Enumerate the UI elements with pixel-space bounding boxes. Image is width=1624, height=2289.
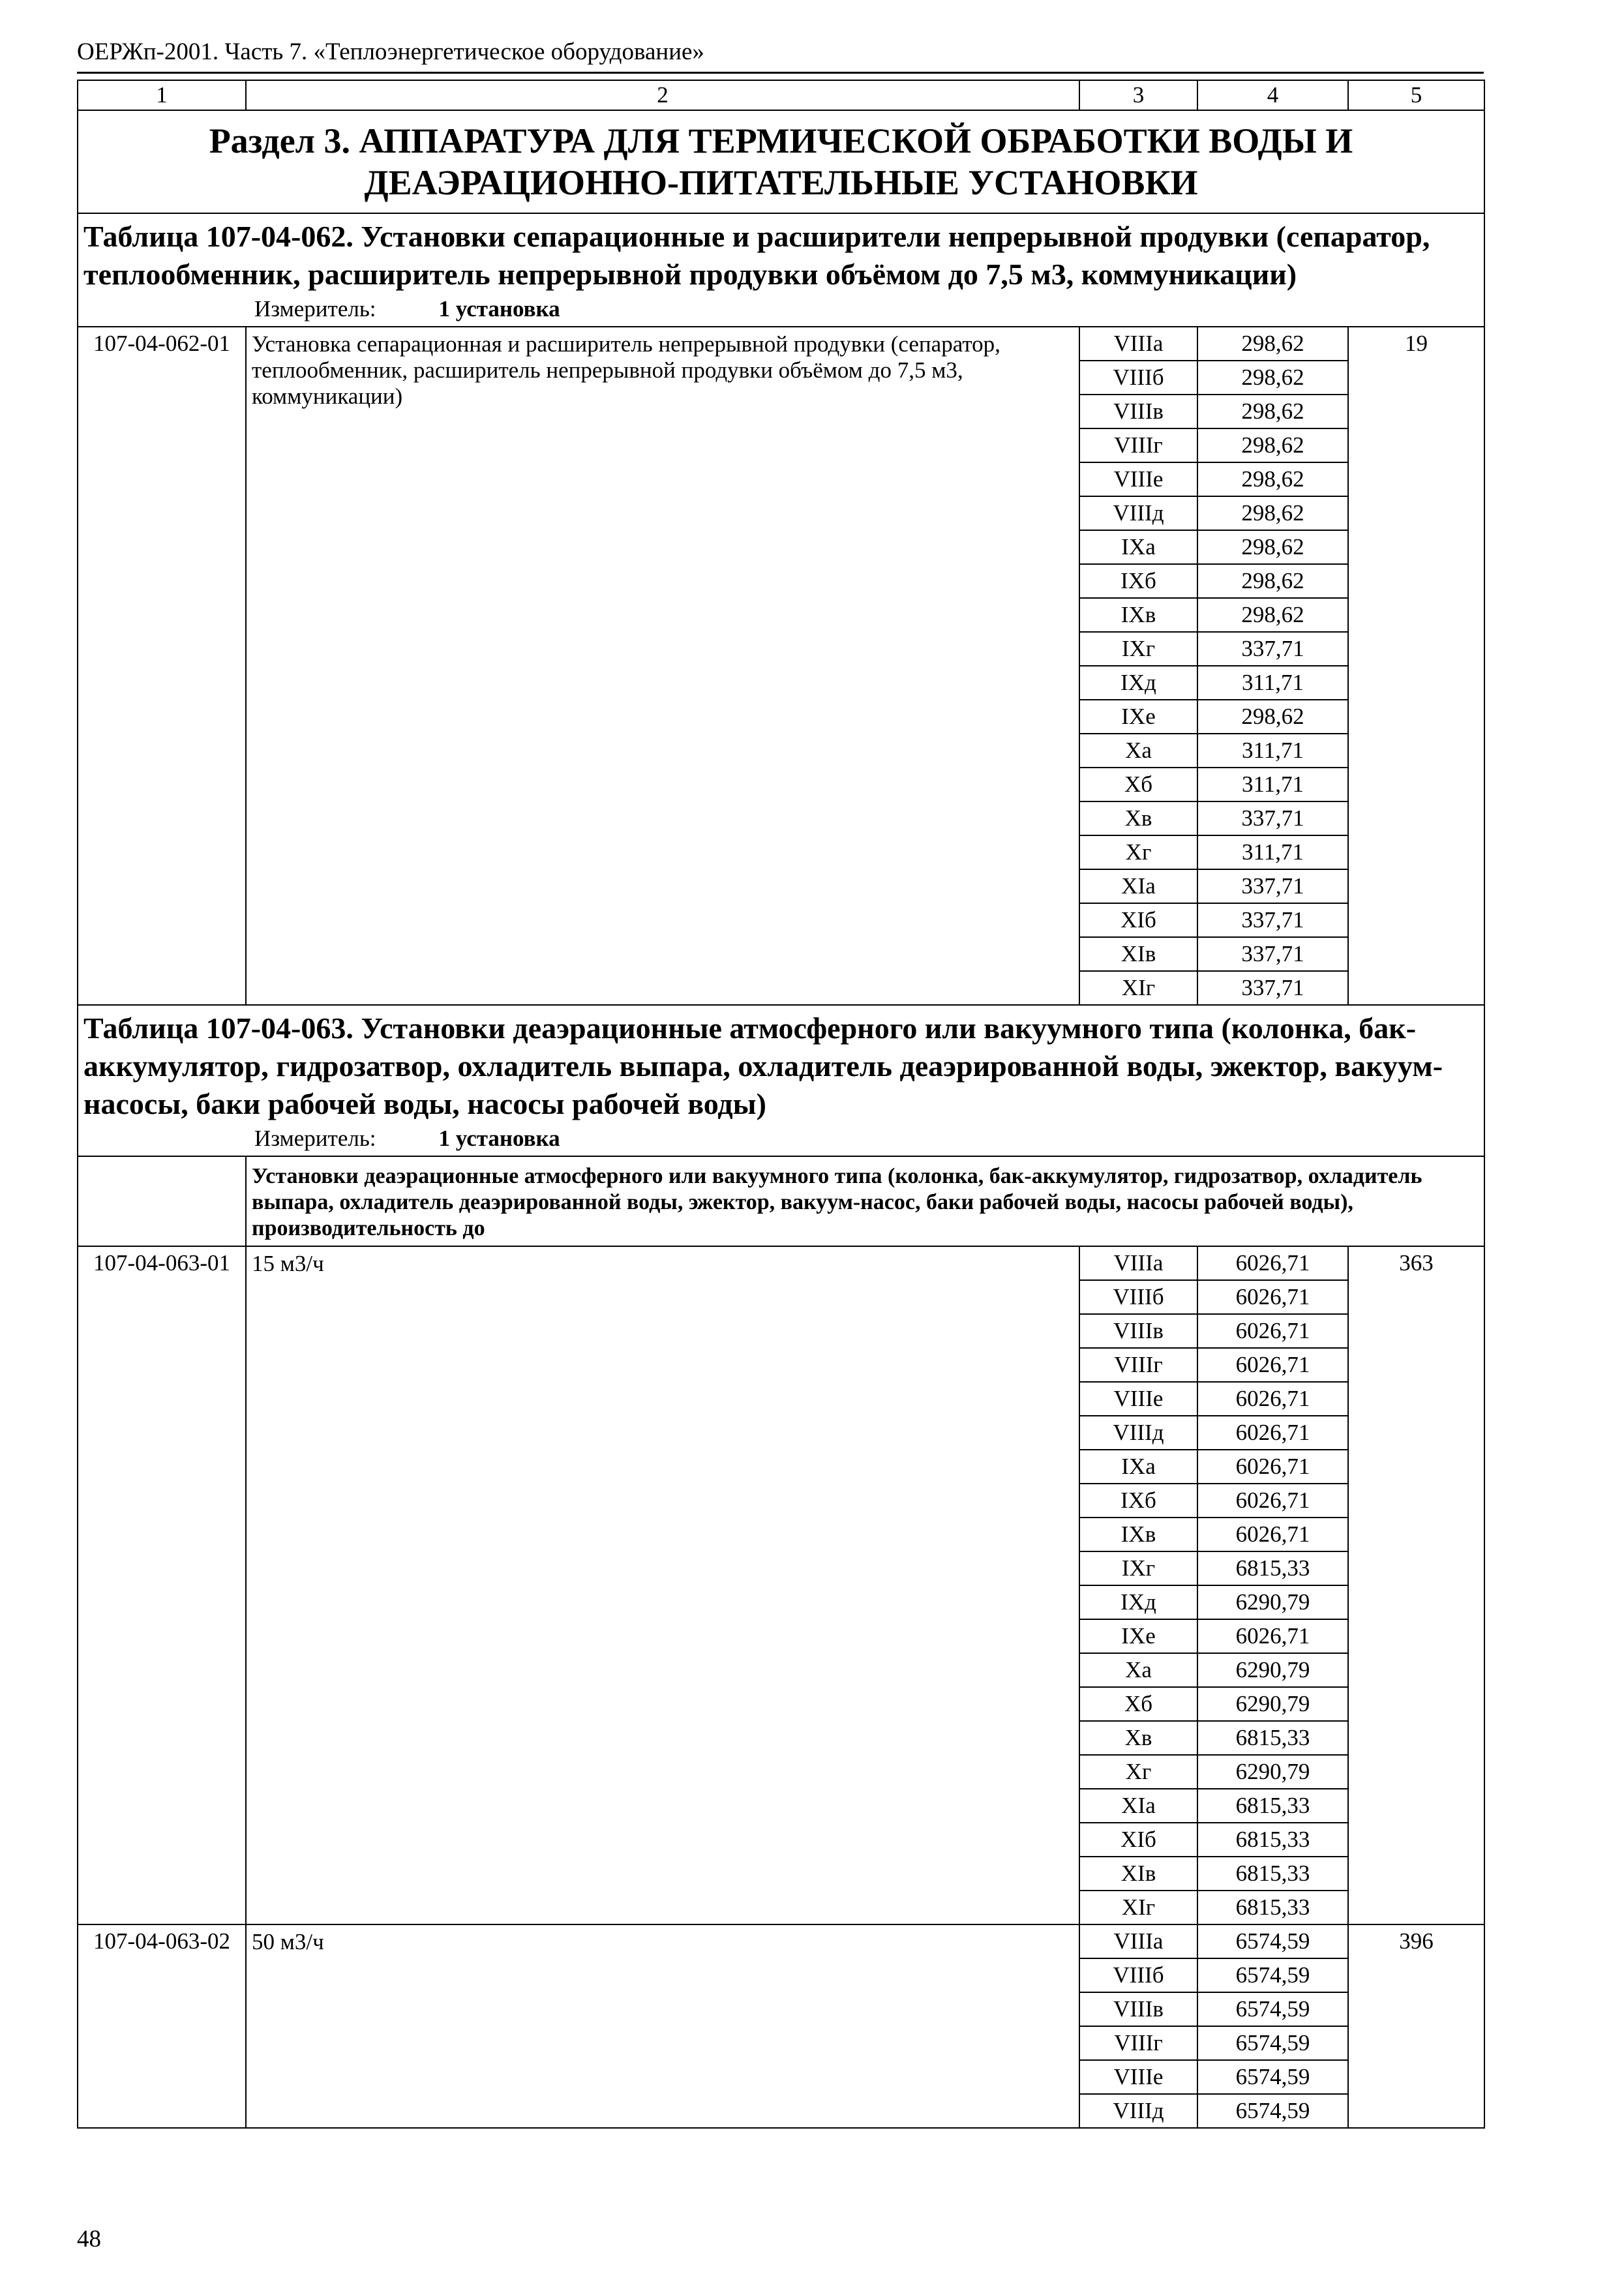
zone-cell: VIIIб <box>1079 361 1197 395</box>
zone-cell: VIIIе <box>1079 462 1197 496</box>
zone-cell: XIб <box>1079 903 1197 937</box>
value-cell: 6815,33 <box>1197 1891 1348 1924</box>
table-row <box>78 327 1484 361</box>
value-cell: 298,62 <box>1197 598 1348 632</box>
zone-cell: XIв <box>1079 937 1197 971</box>
value-cell: 6026,71 <box>1197 1619 1348 1653</box>
value-cell: 6026,71 <box>1197 1518 1348 1551</box>
zone-cell: VIIIе <box>1079 1382 1197 1416</box>
value-cell: 298,62 <box>1197 462 1348 496</box>
value-cell: 298,62 <box>1197 564 1348 598</box>
value-cell: 298,62 <box>1197 395 1348 428</box>
entry-description: 15 м3/ч <box>246 1246 1079 1924</box>
zone-cell: Xб <box>1079 1687 1197 1721</box>
zone-cell: VIIIе <box>1079 2060 1197 2094</box>
zone-cell: Xв <box>1079 801 1197 835</box>
value-cell: 337,71 <box>1197 801 1348 835</box>
value-cell: 337,71 <box>1197 632 1348 666</box>
table-row <box>78 1246 1484 1280</box>
zone-cell: Xа <box>1079 734 1197 768</box>
value-cell: 6290,79 <box>1197 1585 1348 1619</box>
zone-cell: VIIIд <box>1079 1416 1197 1450</box>
table-063-title-cell <box>78 1005 1484 1156</box>
column-number-3: 3 <box>1079 80 1197 110</box>
zone-cell: IXа <box>1079 530 1197 564</box>
value-cell: 6574,59 <box>1197 2026 1348 2060</box>
value-cell: 298,62 <box>1197 496 1348 530</box>
entry-code: 107-04-062-01 <box>78 327 246 1005</box>
value-cell: 311,71 <box>1197 666 1348 700</box>
column-number-row <box>78 80 1484 110</box>
value-cell: 6290,79 <box>1197 1687 1348 1721</box>
value-cell: 6815,33 <box>1197 1789 1348 1823</box>
value-cell: 337,71 <box>1197 937 1348 971</box>
zone-cell: IXд <box>1079 666 1197 700</box>
zone-cell: VIIIв <box>1079 1314 1197 1348</box>
entry-code: 107-04-063-01 <box>78 1246 246 1924</box>
rates-table <box>77 80 1485 2129</box>
value-cell: 298,62 <box>1197 530 1348 564</box>
zone-cell: Xг <box>1079 1755 1197 1789</box>
section-title-row <box>78 110 1484 213</box>
value-cell: 311,71 <box>1197 835 1348 869</box>
zone-cell: Xб <box>1079 768 1197 801</box>
zone-cell: IXб <box>1079 1484 1197 1518</box>
entry-col5: 363 <box>1348 1246 1484 1924</box>
value-cell: 6026,71 <box>1197 1382 1348 1416</box>
value-cell: 6026,71 <box>1197 1280 1348 1314</box>
zone-cell: IXа <box>1079 1450 1197 1484</box>
zone-cell: IXв <box>1079 1518 1197 1551</box>
zone-cell: VIIIа <box>1079 1246 1197 1280</box>
value-cell: 6574,59 <box>1197 2060 1348 2094</box>
value-cell: 6815,33 <box>1197 1721 1348 1755</box>
table-063-measure-label: Измеритель: <box>254 1126 376 1151</box>
zone-cell: IXв <box>1079 598 1197 632</box>
value-cell: 298,62 <box>1197 428 1348 462</box>
zone-cell: VIIIг <box>1079 2026 1197 2060</box>
value-cell: 298,62 <box>1197 327 1348 361</box>
zone-cell: XIг <box>1079 971 1197 1005</box>
zone-cell: VIIIд <box>1079 496 1197 530</box>
value-cell: 6026,71 <box>1197 1246 1348 1280</box>
zone-cell: XIб <box>1079 1823 1197 1857</box>
table-062-measure <box>83 296 1477 322</box>
zone-cell: XIв <box>1079 1857 1197 1891</box>
value-cell: 6574,59 <box>1197 2094 1348 2128</box>
value-cell: 6026,71 <box>1197 1348 1348 1382</box>
entry-code: 107-04-063-02 <box>78 1924 246 2128</box>
value-cell: 6574,59 <box>1197 1958 1348 1992</box>
zone-cell: IXд <box>1079 1585 1197 1619</box>
value-cell: 6574,59 <box>1197 1924 1348 1958</box>
zone-cell: VIIIд <box>1079 2094 1197 2128</box>
zone-cell: VIIIв <box>1079 395 1197 428</box>
value-cell: 298,62 <box>1197 700 1348 734</box>
zone-cell: XIг <box>1079 1891 1197 1924</box>
value-cell: 337,71 <box>1197 869 1348 903</box>
zone-cell: XIа <box>1079 869 1197 903</box>
table-062-title-row <box>78 213 1484 327</box>
zone-cell: IXг <box>1079 632 1197 666</box>
column-number-1: 1 <box>78 80 246 110</box>
value-cell: 311,71 <box>1197 734 1348 768</box>
value-cell: 6815,33 <box>1197 1823 1348 1857</box>
table-063-title: Таблица 107-04-063. Установки деаэрационные атмосферного или вакуумного типа (колонка, бак-аккумулятор, гидрозатвор, охладитель выпара, охладитель деаэрированной воды, эжектор, вакуум-насосы, баки рабочей воды, насосы рабочей воды) <box>83 1011 1443 1120</box>
value-cell: 6026,71 <box>1197 1416 1348 1450</box>
subheading-empty-cell <box>78 1156 246 1246</box>
table-063-measure <box>83 1126 1477 1152</box>
value-cell: 6574,59 <box>1197 1992 1348 2026</box>
column-number-2: 2 <box>246 80 1079 110</box>
value-cell: 6290,79 <box>1197 1755 1348 1789</box>
table-062-title: Таблица 107-04-062. Установки сепарационные и расширители непрерывной продувки (сепаратор, теплообменник, расширитель непрерывной продувки объёмом до 7,5 м3, коммуникации) <box>83 220 1430 291</box>
zone-cell: IXг <box>1079 1551 1197 1585</box>
value-cell: 6290,79 <box>1197 1653 1348 1687</box>
zone-cell: IXе <box>1079 700 1197 734</box>
value-cell: 6026,71 <box>1197 1450 1348 1484</box>
zone-cell: VIIIа <box>1079 327 1197 361</box>
entry-description: 50 м3/ч <box>246 1924 1079 2128</box>
value-cell: 298,62 <box>1197 361 1348 395</box>
table-062-measure-value: 1 установка <box>438 296 560 322</box>
table-062-measure-label: Измеритель: <box>254 296 376 322</box>
table-063-subheading: Установки деаэрационные атмосферного или вакуумного типа (колонка, бак-аккумулятор, гидрозатвор, охладитель выпара, охладитель деаэрированной воды, эжектор, вакуум-насос, баки рабочей воды, насосы рабочей воды), производительность до <box>246 1156 1484 1246</box>
table-063-measure-value: 1 установка <box>438 1126 560 1151</box>
zone-cell: VIIIб <box>1079 1280 1197 1314</box>
value-cell: 6026,71 <box>1197 1484 1348 1518</box>
zone-cell: IXб <box>1079 564 1197 598</box>
column-number-4: 4 <box>1197 80 1348 110</box>
zone-cell: XIа <box>1079 1789 1197 1823</box>
zone-cell: Xг <box>1079 835 1197 869</box>
zone-cell: VIIIб <box>1079 1958 1197 1992</box>
zone-cell: VIIIв <box>1079 1992 1197 2026</box>
table-063-subheading-row <box>78 1156 1484 1246</box>
zone-cell: VIIIг <box>1079 428 1197 462</box>
page-number: 48 <box>77 2226 101 2252</box>
value-cell: 337,71 <box>1197 903 1348 937</box>
zone-cell: Xв <box>1079 1721 1197 1755</box>
value-cell: 311,71 <box>1197 768 1348 801</box>
column-number-5: 5 <box>1348 80 1484 110</box>
rates-table-body <box>78 80 1484 2128</box>
table-062-title-cell <box>78 213 1484 327</box>
entry-col5: 19 <box>1348 327 1484 1005</box>
table-063-title-row <box>78 1005 1484 1156</box>
value-cell: 6026,71 <box>1197 1314 1348 1348</box>
value-cell: 6815,33 <box>1197 1857 1348 1891</box>
zone-cell: IXе <box>1079 1619 1197 1653</box>
value-cell: 6815,33 <box>1197 1551 1348 1585</box>
value-cell: 337,71 <box>1197 971 1348 1005</box>
zone-cell: VIIIа <box>1079 1924 1197 1958</box>
zone-cell: VIIIг <box>1079 1348 1197 1382</box>
entry-description: Установка сепарационная и расширитель непрерывной продувки (сепаратор, теплообменник, расширитель непрерывной продувки объёмом до 7,5 м3, коммуникации) <box>246 327 1079 1005</box>
entry-col5: 396 <box>1348 1924 1484 2128</box>
section-title: Раздел 3. АППАРАТУРА ДЛЯ ТЕРМИЧЕСКОЙ ОБРАБОТКИ ВОДЫ И ДЕАЭРАЦИОННО-ПИТАТЕЛЬНЫЕ УСТАНОВКИ <box>78 110 1484 213</box>
document-header: ОЕРЖп-2001. Часть 7. «Теплоэнергетическое оборудование» <box>77 38 704 65</box>
zone-cell: Xа <box>1079 1653 1197 1687</box>
table-row <box>78 1924 1484 1958</box>
header-rule <box>77 72 1484 74</box>
